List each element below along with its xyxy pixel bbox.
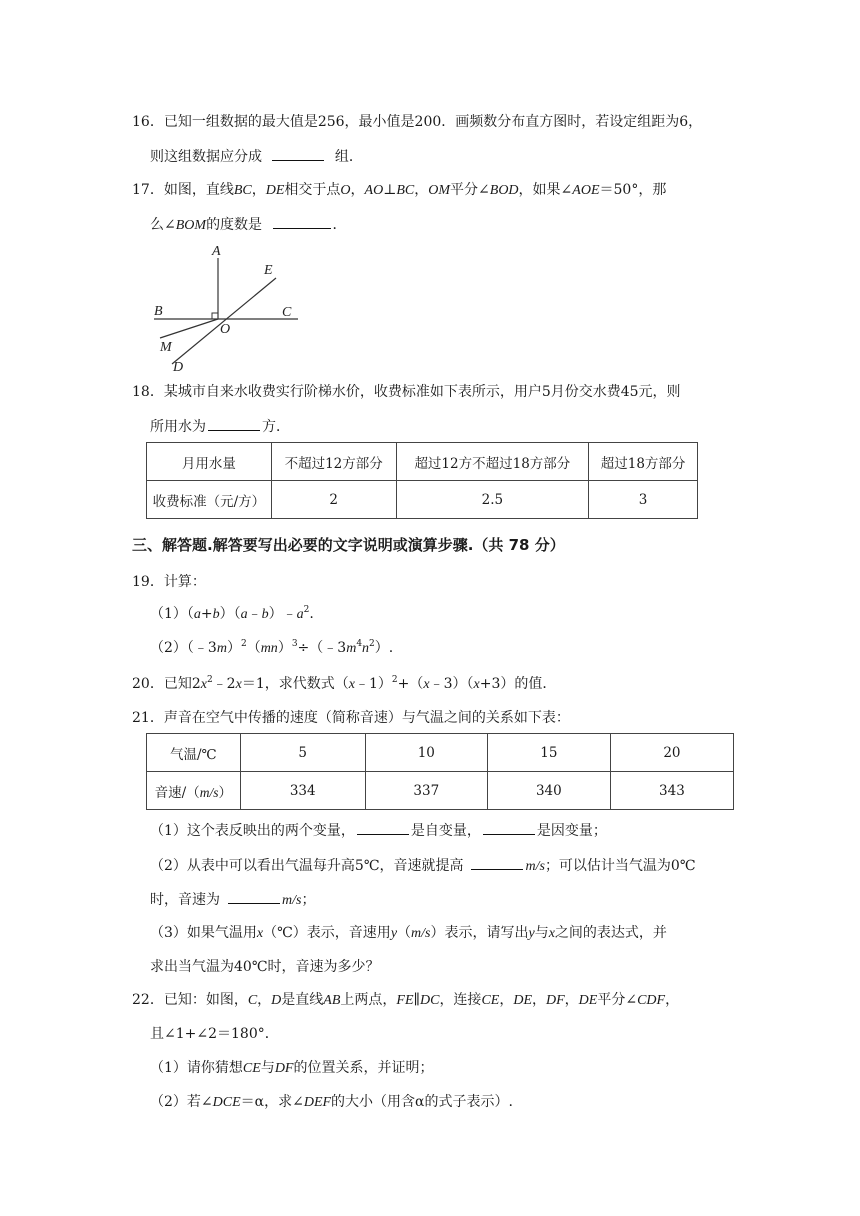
label-o: O (220, 322, 231, 337)
q17-perp: ⊥ (383, 182, 397, 198)
var-x: x (548, 926, 555, 941)
q18-cell: 2.5 (396, 481, 589, 519)
q19-part2 (150, 638, 393, 659)
q19-part1 (150, 604, 314, 625)
q17-o: O (340, 183, 351, 198)
unit: m/s (282, 893, 302, 908)
right-angle-mark (212, 313, 218, 319)
t: ， (257, 992, 272, 1008)
q18-table-row (147, 481, 698, 519)
t: 22．已知：如图， (132, 992, 248, 1008)
q21-cell: 15 (487, 734, 610, 772)
t: （1）这个表反映出的两个变量， (150, 823, 355, 839)
t: 上两点， (340, 992, 397, 1008)
q17-line1 (132, 180, 666, 201)
q17-answer-blank[interactable] (273, 214, 331, 229)
label-c: C (282, 305, 292, 320)
t: ﹣3）（ (429, 676, 474, 692)
q18-header-cell: 超过12方不超过18方部分 (396, 443, 589, 481)
q16-line2 (150, 146, 363, 167)
q17-sep: ， (251, 182, 266, 198)
t: 与 (534, 925, 549, 941)
q21-cell: 343 (610, 772, 733, 810)
var-x: x (200, 677, 207, 692)
var-y: y (390, 926, 398, 941)
q21-cell: 5 (240, 734, 365, 772)
var-mn: mn (260, 641, 278, 656)
q17-l2b: 的度数是 (206, 217, 263, 233)
q17-figure (140, 238, 310, 378)
q18-cell: 2 (271, 481, 396, 519)
t: ）. (374, 640, 394, 656)
q17-bom: BOM (175, 218, 207, 233)
var-b: b (261, 607, 269, 622)
label-d: D (173, 360, 184, 375)
q17-bc: BC (233, 183, 252, 198)
q21-row-temperature (147, 734, 734, 772)
seg: CE (242, 1061, 261, 1076)
q17-line2 (150, 214, 347, 236)
t: 的位置关系，并证明； (293, 1060, 434, 1076)
exponent: 2 (391, 675, 398, 685)
t: 是直线 (281, 992, 324, 1008)
t: ， (532, 992, 546, 1008)
t: ）表示，请写出 (430, 925, 529, 941)
t: ） (277, 640, 292, 656)
seg: FE (396, 993, 414, 1008)
seg: CDF (637, 993, 666, 1008)
t: . (309, 606, 314, 622)
q17-t3: ， (414, 182, 429, 198)
t: ）﹣ (268, 606, 297, 622)
t: 之间的表达式，并 (554, 925, 667, 941)
var-x: x (235, 677, 242, 692)
t: ， (499, 992, 514, 1008)
q18-table (146, 442, 698, 519)
t: ﹣1） (354, 676, 392, 692)
q21-cell-label (147, 772, 241, 810)
pt: C (247, 993, 258, 1008)
q18-header-cell: 月用水量 (147, 443, 272, 481)
var-a: a (193, 607, 201, 622)
t: ） (218, 784, 232, 801)
t: （1）请你猜想 (150, 1060, 243, 1076)
t: ；可以估计当气温为0℃ (544, 858, 696, 874)
var-a: a (240, 607, 248, 622)
q18-l2a: 所用水为 (150, 419, 206, 435)
q16-line1: 16．已知一组数据的最大值是256，最小值是200．画频数分布直方图时，若设定组距为6， (132, 114, 703, 130)
t: ； (301, 892, 316, 908)
exponent: 2 (303, 605, 310, 615)
q16-text-a: 则这组数据应分成 (150, 149, 262, 165)
var-m: m (216, 641, 227, 656)
q18-cell: 收费标准（元/方） (147, 481, 272, 519)
q17-de: DE (265, 183, 285, 198)
seg: AB (323, 993, 341, 1008)
q21-row-speed (147, 772, 734, 810)
t: ∥ (413, 992, 420, 1008)
q18-cell: 3 (589, 481, 698, 519)
q19-title: 19．计算： (132, 574, 206, 590)
angle: DCE (212, 1095, 241, 1110)
q21-part2 (150, 855, 696, 877)
q17-ao: AO (364, 183, 384, 198)
q20-line (132, 674, 556, 695)
q21-blank-increase[interactable] (471, 855, 523, 870)
section-heading: 三、解答题.解答要写出必要的文字说明或演算步骤.（共 78 分） (132, 536, 565, 554)
q17-aoe: AOE (572, 183, 600, 198)
q17-bc2: BC (396, 183, 415, 198)
exponent: 2 (369, 639, 375, 649)
q21-part3 (150, 923, 667, 944)
var-x: x (423, 677, 430, 692)
q18-line1: 18．某城市自来水收费实行阶梯水价，收费标准如下表所示，用户5月份交水费45元，则 (132, 384, 681, 400)
q17-t4: 平分∠ (450, 182, 490, 198)
exponent: 2 (240, 639, 247, 649)
t: ÷（﹣3 (297, 640, 347, 656)
t: （2）从表中可以看出气温每升高5℃，音速就提高 (150, 858, 464, 874)
q21-cell: 337 (365, 772, 487, 810)
t: （ (397, 925, 412, 941)
unit: m/s (199, 784, 219, 800)
q16-answer-blank[interactable] (272, 146, 324, 161)
unit: m/s (411, 926, 431, 941)
var-n: n (362, 641, 370, 656)
var-b: b (212, 607, 220, 622)
seg: CE (481, 993, 500, 1008)
q22-part1 (150, 1058, 433, 1079)
t: 是自变量， (410, 823, 481, 839)
t: ， (665, 992, 680, 1008)
exponent: 2 (206, 675, 213, 685)
q22-part2 (150, 1092, 513, 1113)
t: ） (226, 640, 241, 656)
exponent: 4 (356, 639, 363, 649)
q18-header-cell: 不超过12方部分 (271, 443, 396, 481)
t: ＝α，求∠ (240, 1094, 304, 1110)
var-x: x (348, 677, 355, 692)
seg: DF (546, 993, 565, 1008)
q17-bod: BOD (489, 183, 519, 198)
q18-answer-blank[interactable] (208, 416, 260, 431)
t: ， (564, 992, 579, 1008)
q21-blank-independent[interactable] (357, 820, 409, 835)
unit: m/s (525, 859, 545, 874)
q17-l2a: 么∠ (150, 217, 176, 233)
q21-blank-speed0[interactable] (228, 889, 280, 904)
var-m: m (346, 641, 357, 656)
line-om (160, 319, 218, 338)
exponent: 3 (291, 639, 298, 649)
q21-cell: 10 (365, 734, 487, 772)
var-x: x (473, 677, 480, 692)
var-y: y (528, 926, 535, 941)
q21-part3-cont: 求出当气温为40℃时，音速为多少？ (150, 959, 380, 975)
q17-t1: 相交于点 (284, 182, 341, 198)
q17-num: 17．如图，直线 (132, 182, 234, 198)
seg: DE (513, 993, 532, 1008)
t: ，连接 (439, 992, 482, 1008)
t: + (200, 606, 213, 622)
q17-l2c: ． (332, 217, 347, 233)
q22-line2: 且∠1+∠2＝180°． (150, 1026, 279, 1042)
t: ＝1，求代数式（ (241, 676, 349, 692)
q21-table (146, 733, 734, 810)
label-a: A (212, 244, 221, 259)
q18-line2 (150, 416, 290, 437)
seg: DE (578, 993, 598, 1008)
t: 与 (260, 1060, 275, 1076)
t: ﹣ (247, 606, 262, 622)
q21-cell: 气温/℃ (147, 734, 241, 772)
t: ）（ (219, 606, 241, 622)
q21-part2-cont (150, 889, 315, 911)
label-m: M (160, 340, 172, 355)
q21-cell: 334 (240, 772, 365, 810)
t: 的大小（用含α的式子表示）. (331, 1094, 513, 1110)
pt: D (271, 993, 282, 1008)
t: +（ (397, 676, 424, 692)
t: （2）若∠ (150, 1094, 213, 1110)
t: （1）（ (150, 606, 194, 622)
t: ﹣2 (212, 676, 236, 692)
t: 20．已知2 (132, 676, 201, 692)
t: 时，音速为 (150, 892, 220, 908)
t: 音速/（ (154, 784, 200, 801)
q21-cell: 340 (487, 772, 610, 810)
angle: DEF (303, 1095, 332, 1110)
t: 是因变量； (536, 823, 607, 839)
seg: DF (274, 1061, 294, 1076)
t: （ (246, 640, 261, 656)
label-e: E (264, 263, 273, 278)
q18-table-header-row (147, 443, 698, 481)
var-a: a (296, 607, 304, 622)
q17-t6: ＝50°，那 (599, 182, 667, 198)
q17-om: OM (428, 183, 451, 198)
q21-intro: 21．声音在空气中传播的速度（简称音速）与气温之间的关系如下表： (132, 710, 570, 726)
seg: DC (419, 993, 440, 1008)
q17-t5: ，如果∠ (518, 182, 573, 198)
q17-t2: ， (350, 182, 365, 198)
q16-text-b: 组． (334, 149, 363, 165)
q22-line1 (132, 990, 679, 1011)
t: （℃）表示，音速用 (263, 925, 391, 941)
t: （2）（﹣3 (150, 640, 217, 656)
q21-part1 (150, 820, 607, 841)
label-b: B (154, 304, 163, 319)
t: （3）如果气温用 (150, 925, 257, 941)
line-de (172, 278, 276, 364)
var-x: x (256, 926, 264, 941)
q21-cell: 20 (610, 734, 733, 772)
t: 平分∠ (597, 992, 638, 1008)
q21-blank-dependent[interactable] (483, 820, 535, 835)
q18-header-cell: 超过18方部分 (589, 443, 698, 481)
q18-l2b: 方． (262, 419, 290, 435)
t: +3）的值． (479, 676, 557, 692)
